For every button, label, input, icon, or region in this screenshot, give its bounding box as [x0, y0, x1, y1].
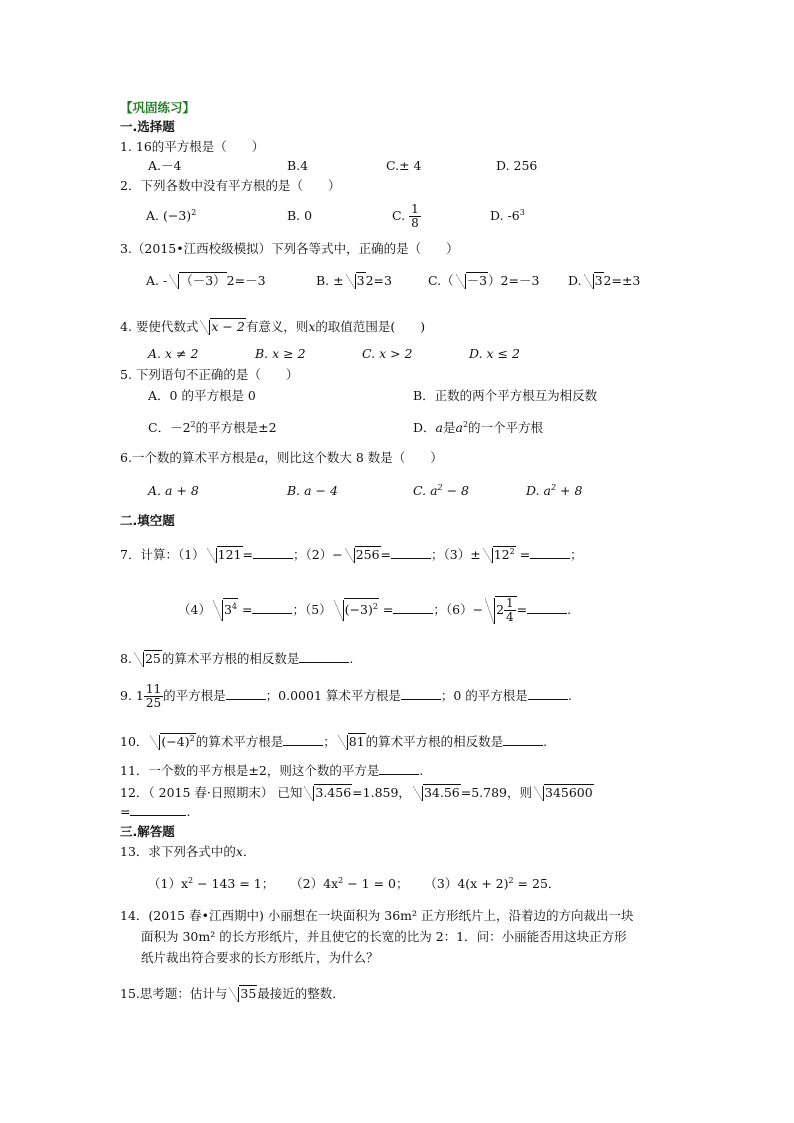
answer-blank — [391, 558, 431, 559]
answer-blank — [401, 699, 441, 700]
section-heading-choice: 一.选择题 — [120, 119, 175, 134]
question-7-line-1: 7．计算：（1） 121= ；（2）− 256= ；$(3)\pm 12^2$ = ； — [120, 546, 583, 562]
answer-blank — [130, 815, 186, 816]
q4-option-a: A. x ≠ 2 — [148, 346, 199, 361]
question-4-stem: 4. 要使代数式 x − 2有意义，则x的取值范围是( ) — [120, 319, 426, 334]
q6-option-d: D. $a^2 + 8$ — [526, 482, 583, 498]
question-1-stem: 1. 16的平方根是（ ） — [120, 139, 265, 154]
question-10: 10． $(-4)^2$的算术平方根是 ； 81的算术平方根的相反数是 . — [120, 733, 548, 749]
q5-option-a: A．0 的平方根是 0 — [148, 388, 256, 403]
answer-blank — [299, 662, 349, 663]
section-heading-fill: 二.填空题 — [120, 513, 175, 528]
q6-option-c: C. $a^2 - 8$ — [413, 482, 469, 498]
q3-option-a: A. - （－3）2=－3 — [146, 273, 266, 288]
q2-option-a: A. $(-3)^2$ — [146, 207, 197, 223]
q1-option-c: C.± 4 — [386, 158, 422, 173]
question-5-stem: 5. 下列语句不正确的是（ ） — [120, 367, 299, 382]
question-14-line-2: 面积为 30m² 的长方形纸片，并且使它的长宽的比为 2：1．问：小丽能否用这块正方形 — [141, 929, 627, 944]
question-13-stem: 13．求下列各式中的x． — [120, 844, 256, 859]
answer-blank — [393, 613, 433, 614]
section-heading-solve: 三.解答题 — [120, 824, 175, 839]
q4-option-c: C. x > 2 — [362, 346, 413, 361]
question-11: 11．一个数的平方根是±2，则这个数的平方是 . — [120, 763, 424, 778]
question-9: 9. 1 $\frac{11}{25}$ 的平方根是 ；0.0001 算术平方根是 ；0 的平方根是 . — [120, 682, 572, 710]
question-8: 8. 25的算术平方根的相反数是 . — [120, 651, 354, 666]
answer-blank — [252, 613, 292, 614]
question-2-stem: 2．下列各数中没有平方根的是（ ） — [120, 178, 341, 193]
question-14-line-1: 14．(2015 春•江西期中) 小丽想在一块面积为 36m² 正方形纸片上，沿着边的方向裁出一块 — [120, 908, 634, 923]
q3-option-d: D. 32=±3 — [568, 273, 641, 288]
question-3-stem: 3.（2015•江西校级模拟）下列各等式中，正确的是（ ） — [120, 241, 459, 256]
answer-blank — [530, 558, 570, 559]
answer-blank — [528, 699, 568, 700]
question-12-line-1: 12．（ 2015 春·日照期末） 已知 3.456=1.859， 34.56=5.789，则 345600 — [120, 785, 593, 800]
question-12-line-2: = . — [120, 804, 191, 819]
q6-option-b: B. a − 4 — [287, 483, 338, 498]
answer-blank — [283, 745, 323, 746]
q3-option-c: C.（ －3）2=－3 — [428, 273, 540, 288]
answer-blank — [226, 699, 266, 700]
q1-option-d: D. 256 — [496, 158, 538, 173]
question-15: 15.思考题：估计与 35最接近的整数． — [120, 986, 345, 1001]
page-title: 【巩固练习】 — [120, 100, 196, 115]
q1-option-a: A.－4 — [148, 158, 182, 173]
question-6-stem: 6.一个数的算术平方根是a，则比这个数大 8 数是（ ） — [120, 450, 443, 465]
q6-option-a: A. a + 8 — [148, 483, 199, 498]
question-13-parts: $(1)x^2 - 143 = 1$； $(2)4x^2 - 1 = 0$； $(3)4(x + 2)^2 = 25$． — [148, 875, 561, 891]
q4-option-b: B. x ≥ 2 — [255, 346, 306, 361]
q2-option-d: D. $-6^3$ — [490, 207, 525, 223]
q5-option-b: B．正数的两个平方根互为相反数 — [413, 388, 598, 403]
q4-option-d: D. x ≤ 2 — [469, 346, 520, 361]
answer-blank — [379, 774, 419, 775]
answer-blank — [503, 745, 543, 746]
answer-blank — [527, 613, 567, 614]
question-7-line-2: （4） $3^4$ = ；（5） $(-3)^2$ = ；（6）− 2 $\frac{1}{4}$ = . — [178, 596, 572, 624]
answer-blank — [253, 558, 293, 559]
q3-option-b: B. ± 32=3 — [316, 273, 392, 288]
question-14-line-3: 纸片裁出符合要求的长方形纸片，为什么？ — [141, 950, 379, 965]
q5-option-d: D．a是$a^2$的一个平方根 — [413, 419, 544, 435]
q5-option-c: C．$-2^2$的平方根是±2 — [148, 419, 277, 435]
q2-option-c: C. $\frac{1}{8}$ — [392, 202, 419, 230]
q2-option-b: B. 0 — [287, 208, 313, 223]
q1-option-b: B.4 — [287, 158, 309, 173]
